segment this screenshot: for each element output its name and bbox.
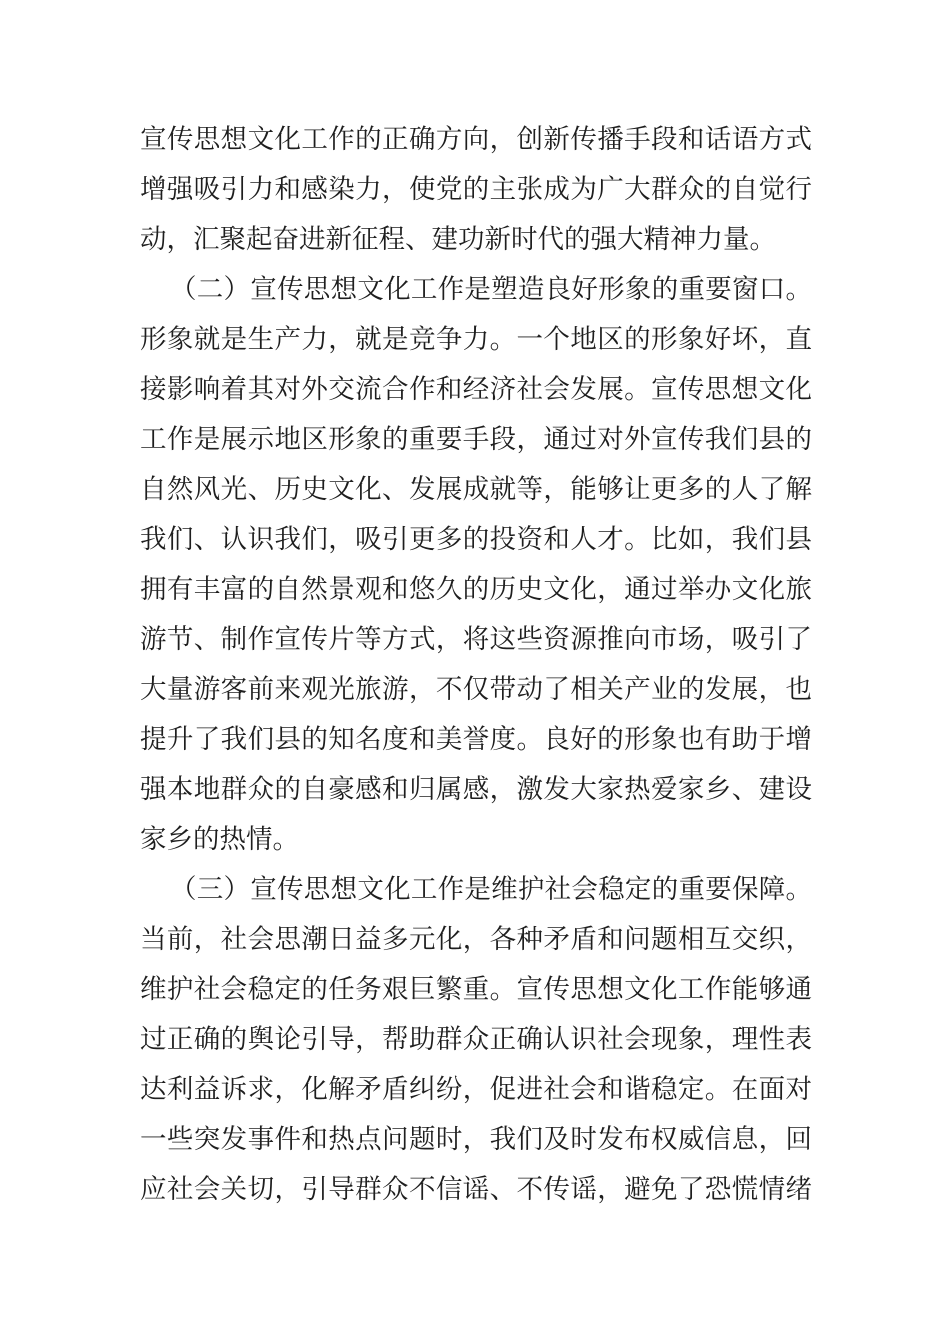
text-line: 达利益诉求，化解矛盾纠纷，促进社会和谐稳定。在面对: [140, 1074, 812, 1104]
text-line: 家乡的热情。: [140, 824, 299, 854]
text-line: 应社会关切，引导群众不信谣、不传谣，避免了恐慌情绪: [140, 1174, 812, 1204]
text-line: 形象就是生产力，就是竞争力。一个地区的形象好坏，直: [140, 324, 812, 354]
paragraph: [140, 864, 812, 1214]
text-line: 大量游客前来观光旅游，不仅带动了相关产业的发展，也: [140, 674, 812, 704]
document-text-block: [140, 114, 812, 1214]
text-line: 维护社会稳定的任务艰巨繁重。宣传思想文化工作能够通: [140, 974, 812, 1004]
text-line: （二）宣传思想文化工作是塑造良好形象的重要窗口。: [170, 274, 812, 304]
text-line: 宣传思想文化工作的正确方向，创新传播手段和话语方式: [140, 124, 812, 154]
text-line: 增强吸引力和感染力，使党的主张成为广大群众的自觉行: [140, 174, 812, 204]
text-line: 接影响着其对外交流合作和经济社会发展。宣传思想文化: [140, 374, 812, 404]
text-line: 过正确的舆论引导，帮助群众正确认识社会现象，理性表: [140, 1024, 812, 1054]
text-line: 工作是展示地区形象的重要手段，通过对外宣传我们县的: [140, 424, 812, 454]
text-line: 自然风光、历史文化、发展成就等，能够让更多的人了解: [140, 474, 812, 504]
text-line: 强本地群众的自豪感和归属感，激发大家热爱家乡、建设: [140, 774, 812, 804]
text-line: 提升了我们县的知名度和美誉度。良好的形象也有助于增: [140, 724, 812, 754]
text-line: 我们、认识我们，吸引更多的投资和人才。比如，我们县: [140, 524, 812, 554]
text-line: 一些突发事件和热点问题时，我们及时发布权威信息，回: [140, 1124, 812, 1154]
paragraph: [140, 264, 812, 864]
paragraph: [140, 114, 812, 264]
text-line: （三）宣传思想文化工作是维护社会稳定的重要保障。: [170, 874, 812, 904]
text-line: 当前，社会思潮日益多元化，各种矛盾和问题相互交织，: [140, 924, 812, 954]
text-line: 拥有丰富的自然景观和悠久的历史文化，通过举办文化旅: [140, 574, 812, 604]
text-line: 游节、制作宣传片等方式，将这些资源推向市场，吸引了: [140, 624, 812, 654]
text-line: 动，汇聚起奋进新征程、建功新时代的强大精神力量。: [140, 224, 776, 254]
